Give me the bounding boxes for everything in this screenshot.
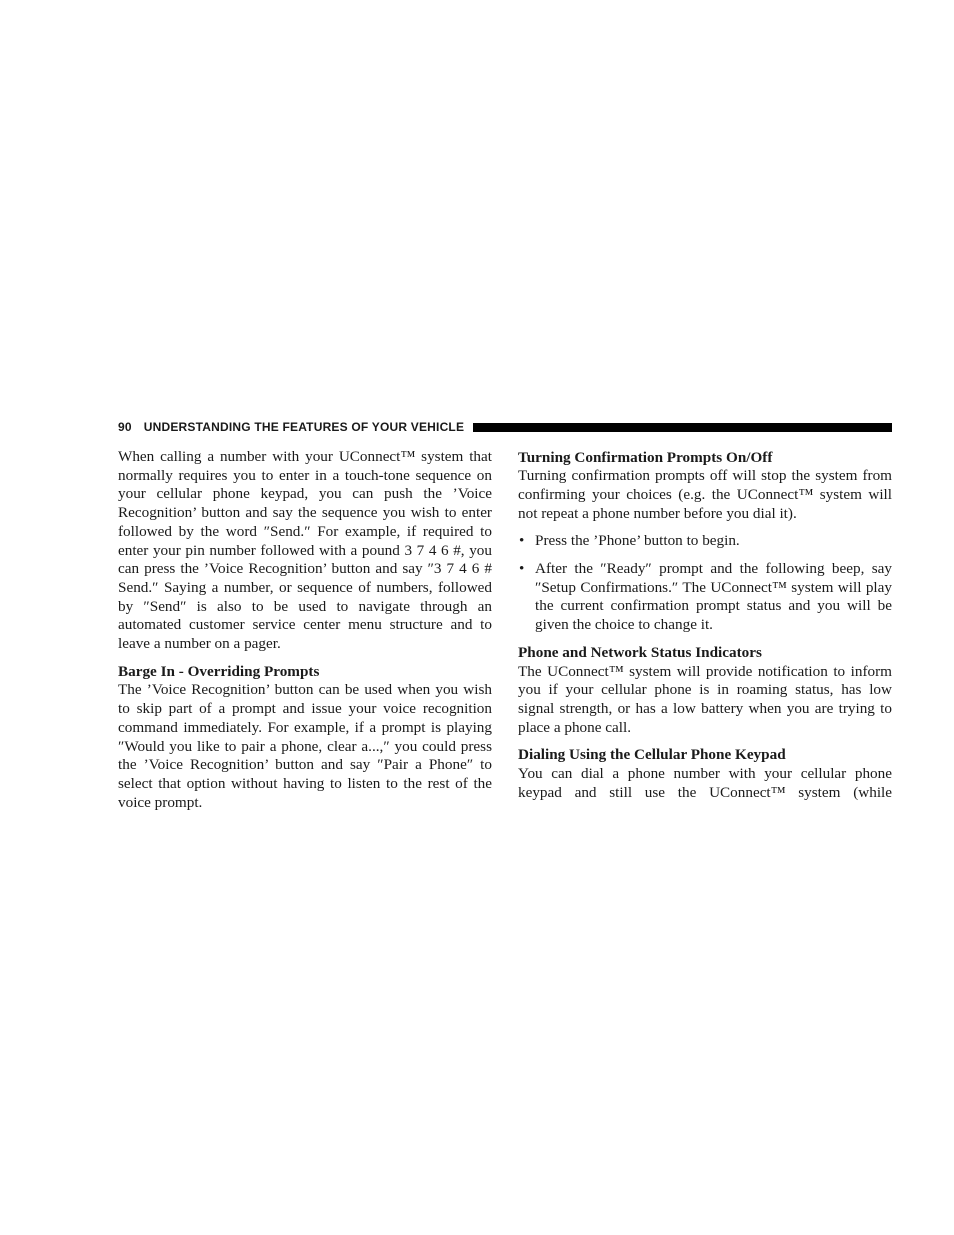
list-item-text: Press the ’Phone’ button to begin. [535,532,740,550]
list-item [518,532,892,551]
page-number: 90 [118,420,132,434]
confirmation-prompts-heading: Turning Confirmation Prompts On/Off [518,448,773,466]
confirmation-steps-list [518,532,892,635]
left-column [118,448,492,821]
bullet-dot: • [519,560,525,578]
dialing-keypad-section [518,746,892,802]
intro-paragraph: When calling a number with your UConnect™ system that normally requires you to enter in a touch-tone sequence on your cellular phone keypad, you can push the ’Voice Recognition’ button and say the sequence you wish to enter followed by the word ″Send.″ For example, if required to enter your pin number followed with a pound 3 7 4 6 #, you can press the ’Voice Recognition’ button and say ″3 7 4 6 # Send.″ Saying a number, or sequence of numbers, followed by ″Send″ is also to be used to navigate through an automated customer service center menu structure and to leave a number on a pager. [118,448,492,653]
bullet-dot: • [519,532,525,550]
confirmation-prompts-body: Turning confirmation prompts off will stop the system from confirming your choices (e.g. the UConnect™ system will not repeat a phone number before you dial it). [518,467,892,522]
list-item-text: After the ″Ready″ prompt and the following beep, say ″Setup Confirmations.″ The UConnect™ system will play the current confirmation prompt status and you will be given the choice to change it. [535,560,892,634]
page-header [118,419,892,435]
running-head: UNDERSTANDING THE FEATURES OF YOUR VEHICLE [143,420,465,434]
status-indicators-body: The UConnect™ system will provide notification to inform you if your cellular phone is in roaming status, has low signal strength, or has a low battery when you are trying to place a phone call. [518,662,892,736]
confirmation-prompts-section [518,449,892,524]
right-column [518,449,892,812]
dialing-keypad-heading: Dialing Using the Cellular Phone Keypad [518,746,786,764]
barge-in-section [118,663,492,813]
status-indicators-heading: Phone and Network Status Indicators [518,643,762,661]
barge-in-body: The ’Voice Recognition’ button can be used when you wish to skip part of a prompt and issue your voice recognition command immediately. For example, if a prompt is playing ″Would you like to pair a phone, clear a...,″ you could press the ’Voice Recognition’ button and say ″Pair a Phone″ to select that option without having to listen to the rest of the voice prompt. [118,681,492,811]
header-rule [473,423,892,432]
dialing-keypad-body: You can dial a phone number with your cellular phone keypad and still use the UConnect™ system (while [518,765,892,801]
status-indicators-section [518,644,892,738]
barge-in-heading: Barge In - Overriding Prompts [118,662,320,680]
list-item [518,560,892,635]
